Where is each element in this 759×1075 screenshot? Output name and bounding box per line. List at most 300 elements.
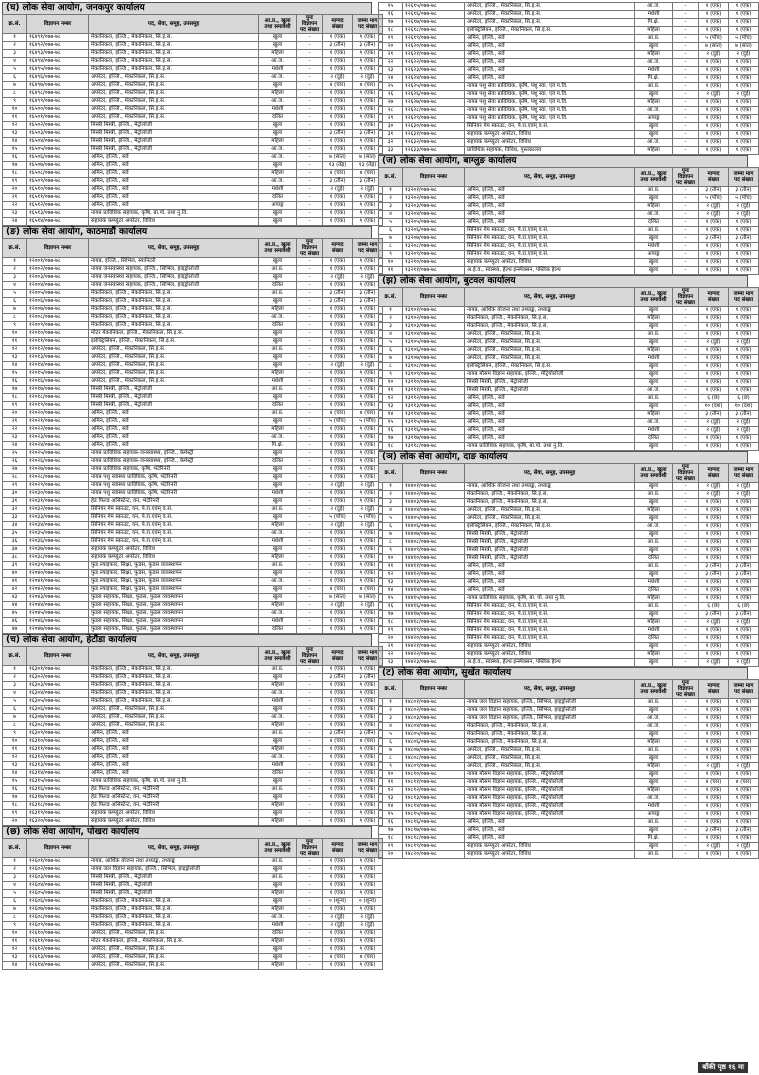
- table-cell: १६३०५/०७७-७८: [27, 698, 89, 706]
- table-cell: १ (एक): [323, 314, 353, 322]
- table-cell: ७ (सात): [729, 43, 759, 51]
- table-cell: खुला: [635, 483, 673, 491]
- table-cell: ८: [3, 914, 27, 922]
- table-cell: १४४०७/०७७-७८: [403, 531, 465, 539]
- table-cell: मेकानिकल, इञ्जि., मेकानिकल, सि.इ.स.: [89, 314, 259, 322]
- table-cell: १ (एक): [699, 11, 729, 19]
- table-cell: खुला: [259, 338, 297, 346]
- table-row: [3, 594, 383, 602]
- table-cell: १६४९४/०७७-७८: [27, 58, 89, 66]
- table-cell: १ (एक): [699, 147, 729, 155]
- table-cell: -: [297, 426, 323, 434]
- table-cell: -: [297, 282, 323, 290]
- table-cell: नायब जल विज्ञान सहायक, इञ्जि., सिभिल, हाइड्रोलोजी: [465, 707, 635, 715]
- table-cell: २२: [379, 651, 403, 659]
- column-header: पुनः विज्ञापन पद संख्या: [297, 647, 323, 666]
- table-cell: १ (एक): [729, 499, 759, 507]
- table-row: [379, 427, 759, 435]
- table-cell: ३२: [3, 506, 27, 514]
- table-cell: आ.ज.: [635, 795, 673, 803]
- table-cell: आ.ज.: [635, 715, 673, 723]
- table-cell: -: [673, 251, 699, 259]
- table-cell: १४४०४/०७७-७८: [403, 507, 465, 515]
- table-cell: खुला: [259, 946, 297, 954]
- table-cell: १९: [379, 627, 403, 635]
- table-cell: १: [3, 858, 27, 866]
- column-header: क्र.सं.: [3, 15, 27, 34]
- column-header: जम्मा माग पद संख्या: [729, 464, 759, 483]
- table-cell: १ (एक): [729, 363, 759, 371]
- table-cell: खुला: [259, 466, 297, 474]
- table-cell: मधेशी: [259, 618, 297, 626]
- table-cell: -: [673, 579, 699, 587]
- table-cell: २४: [3, 218, 27, 226]
- table-cell: २ (दुई): [353, 522, 383, 530]
- table-cell: २ (दुई): [323, 922, 353, 930]
- table-cell: १२०१४/०७७-७८: [27, 362, 89, 370]
- table-cell: १३ (तेह्र): [353, 162, 383, 170]
- table-cell: ११: [3, 746, 27, 754]
- table-cell: आ.ज.: [635, 723, 673, 731]
- table-cell: १ (एक): [353, 442, 383, 450]
- table-cell: १ (एक): [729, 539, 759, 547]
- table-cell: -: [673, 563, 699, 571]
- table-cell: १ (एक): [729, 219, 759, 227]
- table-cell: १ (एक): [699, 627, 729, 635]
- table-cell: -: [297, 930, 323, 938]
- table-cell: १ (एक): [699, 515, 729, 523]
- table-cell: १३११२/०७७-७८: [403, 395, 465, 403]
- table-cell: ४७: [3, 626, 27, 634]
- table-cell: ४२: [3, 586, 27, 594]
- table-cell: १ (एक): [699, 643, 729, 651]
- table-cell: मिस्त्री मिस्त्री, इञ्जि., मेट्रोलोजी: [89, 130, 259, 138]
- table-cell: १३२०३/०७७-७८: [403, 203, 465, 211]
- table-cell: २ (दुई): [699, 763, 729, 771]
- table-cell: १ (एक): [323, 442, 353, 450]
- table-cell: मेकानिकल, इञ्जि., मेकानिकल, सि.इ.स.: [89, 906, 259, 914]
- table-cell: १६३०४/०७७-७८: [27, 690, 89, 698]
- table-cell: १२०३१/०७७-७८: [27, 498, 89, 506]
- table-cell: १ (एक): [729, 731, 759, 739]
- table-cell: नायब पशु सेवा प्राविधिक, कृषि, पशु स्वा. एवं प.वि.: [465, 91, 635, 99]
- table-cell: १ (एक): [323, 378, 353, 386]
- table-cell: अपरेटर, इञ्जि., मेकानिकल, सि.इ.स.: [465, 3, 635, 11]
- table-row: [3, 554, 383, 562]
- table-cell: -: [297, 338, 323, 346]
- table-cell: हेड फिल्ड असिस्टेन्ट, वन, भेटेरिनरी: [89, 498, 259, 506]
- table-cell: -: [297, 490, 323, 498]
- table-cell: १ (एक): [323, 538, 353, 546]
- table-cell: फुड ल्याइफार, सिक्षा, फुडस, फुडस व्यवस्थापन: [89, 578, 259, 586]
- table-cell: १ (एक): [323, 754, 353, 762]
- column-header: विज्ञापन नम्बर: [403, 680, 465, 699]
- table-cell: आ.प्र.: [635, 187, 673, 195]
- table-cell: १६३१०/०७७-७८: [27, 738, 89, 746]
- table-cell: अमिन, इञ्जि., सर्वे: [465, 835, 635, 843]
- table-cell: २ (दुई): [729, 203, 759, 211]
- table-cell: ७: [379, 235, 403, 243]
- table-cell: १६५०७/०७७-७८: [27, 162, 89, 170]
- table-cell: ७ (सात): [353, 154, 383, 162]
- table-cell: १ (एक): [729, 307, 759, 315]
- table-cell: मिस्त्री मिस्त्री, इञ्जि., मेट्रोलोजी: [465, 387, 635, 395]
- table-cell: अमिन, इञ्जि., सर्वे: [465, 819, 635, 827]
- table-cell: १६: [3, 786, 27, 794]
- table-cell: इलेक्ट्रिसियन, इञ्जि., मेकानिकल, सि.इ.स.: [465, 363, 635, 371]
- table-cell: ६: [3, 706, 27, 714]
- table-cell: १२०२०/०७७-७८: [27, 410, 89, 418]
- table-cell: -: [673, 515, 699, 523]
- table-cell: १२: [3, 346, 27, 354]
- table-cell: १ (एक): [353, 858, 383, 866]
- table-cell: महिला: [259, 802, 297, 810]
- table-cell: १२०४४/०७७-७८: [27, 602, 89, 610]
- table-cell: १: [379, 483, 403, 491]
- table-cell: अपरेटर, इञ्जि., मेकानिकल, सि.इ.स.: [89, 354, 259, 362]
- table-row: [3, 538, 383, 546]
- table-cell: आ.ज.: [635, 107, 673, 115]
- table-cell: -: [297, 954, 323, 962]
- table-cell: १ (एक): [353, 138, 383, 146]
- table-row: [379, 419, 759, 427]
- table-cell: -: [673, 811, 699, 819]
- table-cell: १२: [3, 754, 27, 762]
- table-cell: १२०४०/०७७-७८: [27, 570, 89, 578]
- table-row: [379, 739, 759, 747]
- table-cell: १३१०७/०७७-७८: [403, 355, 465, 363]
- table-cell: महिला: [259, 682, 297, 690]
- table-cell: -: [297, 914, 323, 922]
- table-cell: आ.प्र.: [259, 266, 297, 274]
- table-row: [379, 747, 759, 755]
- table-cell: १० (दश): [699, 403, 729, 411]
- table-cell: दलित: [259, 194, 297, 202]
- table-cell: आ.प्र.: [259, 290, 297, 298]
- table-cell: २ (दुई): [353, 922, 383, 930]
- table-cell: -: [673, 723, 699, 731]
- table-cell: -: [673, 323, 699, 331]
- table-cell: मधेशी: [259, 922, 297, 930]
- table-cell: १ (एक): [353, 618, 383, 626]
- table-cell: -: [673, 67, 699, 75]
- table-row: [3, 682, 383, 690]
- table-cell: १ (एक): [699, 131, 729, 139]
- table-cell: ३ (तीन): [323, 290, 353, 298]
- table-cell: -: [673, 635, 699, 643]
- table-cell: -: [297, 322, 323, 330]
- table-cell: १०: [3, 330, 27, 338]
- table-cell: महिला: [259, 938, 297, 946]
- table-cell: १३११४/०७७-७८: [403, 411, 465, 419]
- table-cell: १३: [379, 795, 403, 803]
- table-row: [379, 587, 759, 595]
- table-cell: मधेशी: [259, 66, 297, 74]
- table-cell: अमिन, इञ्जि., सर्वे: [89, 202, 259, 210]
- column-header: पद, सेवा, समूह, उपसमूह: [89, 15, 259, 34]
- section-title: (च) लोक सेवा आयोग, हेटौंडा कार्यालय: [2, 634, 372, 646]
- table-cell: १ (एक): [699, 83, 729, 91]
- table-cell: १३२०५/०७७-७८: [403, 219, 465, 227]
- table-cell: २२: [379, 59, 403, 67]
- table-cell: सिनियर गेम स्काउट, वन, पे.रा.एवम् व.सं.: [465, 235, 635, 243]
- table-cell: सहायक कम्प्युटर अपरेटर, विविध: [465, 843, 635, 851]
- table-cell: १४४०३/०७७-७८: [403, 499, 465, 507]
- table-cell: १ (एक): [323, 34, 353, 42]
- table-cell: ३ (तीन): [729, 563, 759, 571]
- table-cell: १२०२१/०७७-७८: [27, 418, 89, 426]
- table-cell: १६५०६/०७७-७८: [27, 154, 89, 162]
- table-cell: १४४१७/०७७-७८: [403, 611, 465, 619]
- table-cell: -: [297, 866, 323, 874]
- table-cell: अपाङ्ग: [259, 202, 297, 210]
- table-cell: -: [673, 259, 699, 267]
- table-cell: महिला: [635, 99, 673, 107]
- table-cell: १ (एक): [353, 946, 383, 954]
- table-cell: ४: [379, 331, 403, 339]
- table-cell: १ (एक): [699, 715, 729, 723]
- table-cell: अमिन, इञ्जि., सर्वे: [89, 410, 259, 418]
- table-cell: १ (एक): [353, 962, 383, 970]
- table-cell: -: [297, 162, 323, 170]
- table-cell: -: [673, 491, 699, 499]
- table-cell: -: [297, 546, 323, 554]
- table-cell: -: [297, 410, 323, 418]
- table-header-row: [379, 288, 759, 307]
- table-cell: १ (एक): [353, 666, 383, 674]
- table-cell: १२०११/०७७-७८: [27, 338, 89, 346]
- table-cell: -: [673, 755, 699, 763]
- table-cell: -: [673, 19, 699, 27]
- table-cell: अमिन, इञ्जि., सर्वे: [89, 178, 259, 186]
- table-cell: १२६१०/०७७-७८: [27, 930, 89, 938]
- table-cell: ७ (सात): [353, 594, 383, 602]
- table-cell: १ (एक): [353, 546, 383, 554]
- table-cell: १ (एक): [699, 587, 729, 595]
- table-cell: १ (एक): [353, 490, 383, 498]
- table-cell: ८: [3, 722, 27, 730]
- table-cell: ३: [3, 50, 27, 58]
- table-row: [379, 331, 759, 339]
- table-cell: १ (एक): [353, 578, 383, 586]
- table-cell: १ (एक): [323, 626, 353, 634]
- table-cell: २७: [3, 466, 27, 474]
- table-cell: १ (एक): [353, 714, 383, 722]
- table-cell: १२०१६/०७७-७८: [27, 378, 89, 386]
- table-cell: २ (दुई): [699, 843, 729, 851]
- table-cell: नायब, आर्थिक योजना तथा तथ्याङ्क, तथ्याङ्क: [465, 307, 635, 315]
- table-cell: १ (एक): [323, 770, 353, 778]
- table-cell: १ (एक): [699, 387, 729, 395]
- table-row: [379, 483, 759, 491]
- table-cell: अमिन, इञ्जि., सर्वे: [89, 418, 259, 426]
- table-cell: १ (एक): [729, 315, 759, 323]
- table-cell: -: [673, 43, 699, 51]
- table-row: [379, 851, 759, 859]
- table-row: [3, 922, 383, 930]
- office-section: [2, 634, 378, 826]
- table-cell: २ (दुई): [353, 362, 383, 370]
- table-cell: १ (एक): [353, 538, 383, 546]
- table-cell: खुला: [259, 794, 297, 802]
- table-row: [379, 531, 759, 539]
- table-cell: ४६: [3, 618, 27, 626]
- column-header: पद, सेवा, समूह, उपसमूह: [89, 839, 259, 858]
- table-cell: १२०१२/०७७-७८: [27, 346, 89, 354]
- table-cell: १ (एक): [699, 443, 729, 451]
- table-cell: ४ (चार): [323, 410, 353, 418]
- table-cell: १ (एक): [323, 746, 353, 754]
- column-header: माग्पद संख्या: [699, 288, 729, 307]
- table-cell: -: [297, 738, 323, 746]
- table-cell: दलित: [259, 626, 297, 634]
- table-cell: १६५१२/०७७-७८: [27, 202, 89, 210]
- table-cell: फुडस सहायक, सिक्षा, फुडस, फुडस व्यवस्थापन: [89, 626, 259, 634]
- table-cell: १ (एक): [353, 338, 383, 346]
- table-cell: दलित: [259, 282, 297, 290]
- table-cell: मेकानिकल, इञ्जि., मेकानिकल, सि.इ.स.: [89, 922, 259, 930]
- table-cell: अपाङ्ग: [635, 115, 673, 123]
- table-cell: १३१०५/०७७-७८: [403, 339, 465, 347]
- table-cell: ३१: [3, 498, 27, 506]
- table-cell: खुला: [635, 307, 673, 315]
- table-cell: -: [673, 355, 699, 363]
- table-cell: १७: [379, 611, 403, 619]
- table-cell: ११: [379, 267, 403, 275]
- table-cell: १ (एक): [699, 355, 729, 363]
- table-cell: -: [297, 138, 323, 146]
- table-cell: खुला: [259, 394, 297, 402]
- table-cell: २ (दुई): [323, 482, 353, 490]
- table-cell: -: [673, 771, 699, 779]
- table-cell: १४४११/०७७-७८: [403, 563, 465, 571]
- table-cell: २ (दुई): [353, 74, 383, 82]
- table-cell: १ (एक): [323, 218, 353, 226]
- table-cell: १ (एक): [729, 323, 759, 331]
- table-cell: १२: [379, 395, 403, 403]
- table-cell: १६३०७/०७७-७८: [27, 714, 89, 722]
- table-cell: नायब जल विज्ञान सहायक, इञ्जि., सिभिल, हाइड्रोलोजी: [89, 866, 259, 874]
- table-row: [379, 379, 759, 387]
- table-cell: ९: [379, 251, 403, 259]
- table-cell: ३: [3, 682, 27, 690]
- table-cell: -: [297, 722, 323, 730]
- table-cell: १ (एक): [699, 267, 729, 275]
- column-header: विज्ञापन नम्बर: [27, 239, 89, 258]
- table-cell: २: [379, 707, 403, 715]
- table-cell: २ (दुई): [729, 339, 759, 347]
- table-row: [379, 11, 759, 19]
- table-cell: खुला: [635, 515, 673, 523]
- table-cell: १५: [379, 595, 403, 603]
- table-cell: -: [297, 394, 323, 402]
- table-cell: ८: [3, 314, 27, 322]
- table-cell: -: [297, 514, 323, 522]
- table-cell: १ (एक): [699, 331, 729, 339]
- table-cell: २०: [379, 635, 403, 643]
- table-cell: खुला: [259, 778, 297, 786]
- table-row: [379, 411, 759, 419]
- table-cell: -: [297, 938, 323, 946]
- table-cell: अमिन, इञ्जि., सर्वे: [465, 563, 635, 571]
- table-cell: अपरेटर, इञ्जि., मेकानिकल, सि.इ.स.: [89, 90, 259, 98]
- table-cell: -: [673, 587, 699, 595]
- table-cell: आ.प्र.: [259, 858, 297, 866]
- table-cell: सिनियर गेम स्काउट, वन, पे.रा.एवम् व.सं.: [89, 514, 259, 522]
- table-cell: १६५१०/०७७-७८: [27, 186, 89, 194]
- table-cell: १ (एक): [729, 771, 759, 779]
- table-cell: १ (एक): [729, 259, 759, 267]
- table-cell: आ.प्र.: [259, 346, 297, 354]
- table-cell: आ.प्र.: [635, 699, 673, 707]
- table-cell: -: [297, 538, 323, 546]
- table-cell: -: [297, 378, 323, 386]
- table-cell: खुला: [635, 571, 673, 579]
- table-cell: १२६१९/०७७-७८: [403, 35, 465, 43]
- table-cell: १: [3, 666, 27, 674]
- table-cell: -: [297, 466, 323, 474]
- column-header: क्र.सं.: [379, 168, 403, 187]
- table-cell: ३ (तीन): [323, 730, 353, 738]
- table-cell: प्राविधिक सहायक, विविध, पुस्तकालय: [465, 147, 635, 155]
- table-cell: -: [673, 187, 699, 195]
- table-cell: १ (एक): [353, 34, 383, 42]
- table-cell: -: [673, 219, 699, 227]
- table-cell: १२००७/०७७-७८: [27, 306, 89, 314]
- table-cell: आ.ज.: [259, 754, 297, 762]
- table-cell: -: [673, 483, 699, 491]
- table-cell: ६: [379, 347, 403, 355]
- table-cell: ३ (तीन): [729, 411, 759, 419]
- table-cell: मेकानिकल, इञ्जि., मेकानिकल, सि.इ.स.: [89, 66, 259, 74]
- table-cell: १ (एक): [323, 778, 353, 786]
- table-cell: १६४९२/०७७-७८: [27, 42, 89, 50]
- table-cell: १४: [3, 362, 27, 370]
- table-cell: हेड फिल्ड असिस्टेन्ट, वन, भेटेरिनरी: [89, 794, 259, 802]
- table-cell: १२०४१/०७७-७८: [27, 578, 89, 586]
- table-cell: सहायक कम्प्युटर अपरेटर, विविध: [89, 546, 259, 554]
- table-row: [3, 562, 383, 570]
- table-cell: -: [673, 51, 699, 59]
- table-cell: -: [297, 130, 323, 138]
- table-cell: नायब पशु सेवा प्राविधिक, कृषि, पशु स्वा. एवं प.वि.: [465, 99, 635, 107]
- table-cell: १ (एक): [699, 435, 729, 443]
- column-header: आ.प्र., खुला तथा समावेशी: [635, 464, 673, 483]
- table-cell: खुला: [259, 130, 297, 138]
- table-cell: पि.क्षे.: [635, 835, 673, 843]
- table-cell: १३२०९/०७७-७८: [403, 251, 465, 259]
- table-cell: १६३०२/०७७-७८: [27, 674, 89, 682]
- table-cell: १२६२८/०७७-७८: [403, 107, 465, 115]
- table-cell: -: [297, 298, 323, 306]
- table-cell: ७ (सात): [323, 154, 353, 162]
- table-cell: १ (एक): [699, 3, 729, 11]
- table-cell: ५: [379, 731, 403, 739]
- table-cell: खुला: [635, 843, 673, 851]
- table-cell: १ (एक): [323, 386, 353, 394]
- table-row: [379, 651, 759, 659]
- table-cell: १४८१८/०७७-७८: [403, 835, 465, 843]
- table-cell: १२६१३/०७७-७८: [27, 954, 89, 962]
- table-cell: ५: [3, 66, 27, 74]
- table-cell: -: [297, 106, 323, 114]
- table-cell: ७: [3, 906, 27, 914]
- table-cell: महिला: [635, 739, 673, 747]
- table-cell: अपरेटर, इञ्जि., मेकानिकल, सि.इ.स.: [89, 106, 259, 114]
- table-cell: मिस्त्री मिस्त्री, इञ्जि., मेट्रोलोजी: [89, 122, 259, 130]
- table-cell: २०: [379, 851, 403, 859]
- office-section: [2, 826, 378, 970]
